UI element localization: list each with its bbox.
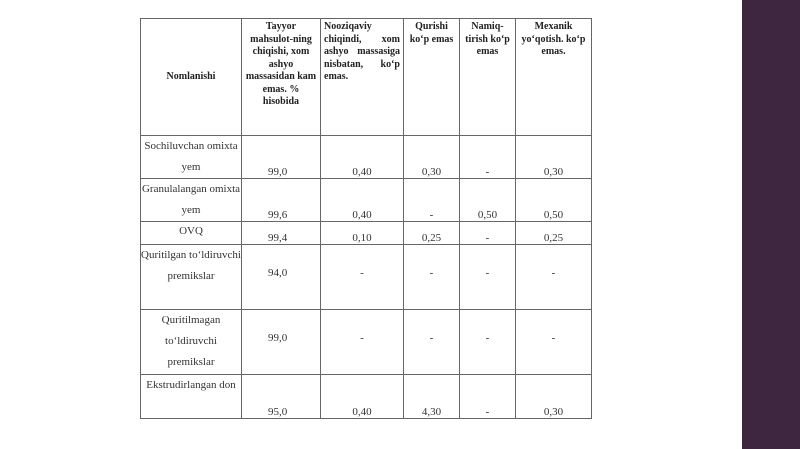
header-nooziqaviy-chiqindi: Nooziqaviy chiqindi, xom ashyo massasiga nisbatan, koʻp emas.	[321, 19, 404, 136]
row-name-cell: Quritilgan toʻldiruvchi premikslar	[141, 245, 242, 310]
row-name-cell: Sochiluvchan omixta yem	[141, 136, 242, 179]
value-cell: 99,0	[242, 136, 321, 179]
value-cell: 0,25	[404, 222, 460, 245]
value-cell: 0,10	[321, 222, 404, 245]
data-table	[140, 18, 592, 419]
value-cell: 0,50	[516, 179, 592, 222]
side-decoration-band	[742, 0, 800, 449]
table-row	[141, 245, 592, 310]
value-cell: 0,30	[516, 136, 592, 179]
value-cell: 95,0	[242, 375, 321, 419]
value-cell: 94,0	[242, 245, 321, 310]
value-cell: -	[321, 245, 404, 310]
value-cell: -	[516, 310, 592, 375]
value-cell: -	[460, 375, 516, 419]
value-cell: -	[404, 310, 460, 375]
row-name-cell: Granulalangan omixta yem	[141, 179, 242, 222]
table-row	[141, 375, 592, 419]
table-row	[141, 222, 592, 245]
value-cell: 0,40	[321, 136, 404, 179]
table-row	[141, 136, 592, 179]
value-cell: -	[516, 245, 592, 310]
value-cell: -	[321, 310, 404, 375]
value-cell: 4,30	[404, 375, 460, 419]
table-row	[141, 310, 592, 375]
value-cell: 0,30	[404, 136, 460, 179]
header-row	[141, 19, 592, 136]
row-name-cell: Ekstrudirlangan don	[141, 375, 242, 419]
value-cell: -	[404, 179, 460, 222]
value-cell: -	[460, 245, 516, 310]
value-cell: 0,50	[460, 179, 516, 222]
value-cell: 99,4	[242, 222, 321, 245]
header-tayyor-mahsulot: Tayyor mahsulot-ning chiqishi, xom ashyo massasidan kam emas. % hisobida	[242, 19, 321, 136]
header-qurishi: Qurishi koʻp emas	[404, 19, 460, 136]
value-cell: -	[460, 136, 516, 179]
value-cell: 0,40	[321, 375, 404, 419]
row-name-cell: OVQ	[141, 222, 242, 245]
value-cell: 99,0	[242, 310, 321, 375]
table-row	[141, 179, 592, 222]
header-nomlanishi: Nomlanishi	[141, 19, 242, 136]
header-mexanik-yoqotish: Mexanik yoʻqotish. koʻp emas.	[516, 19, 592, 136]
value-cell: 0,25	[516, 222, 592, 245]
value-cell: -	[460, 310, 516, 375]
row-name-cell: Quritilmagan toʻldiruvchi premikslar	[141, 310, 242, 375]
header-namiqtirish: Namiq-tirish koʻp emas	[460, 19, 516, 136]
value-cell: 0,40	[321, 179, 404, 222]
value-cell: 0,30	[516, 375, 592, 419]
value-cell: -	[460, 222, 516, 245]
value-cell: -	[404, 245, 460, 310]
value-cell: 99,6	[242, 179, 321, 222]
